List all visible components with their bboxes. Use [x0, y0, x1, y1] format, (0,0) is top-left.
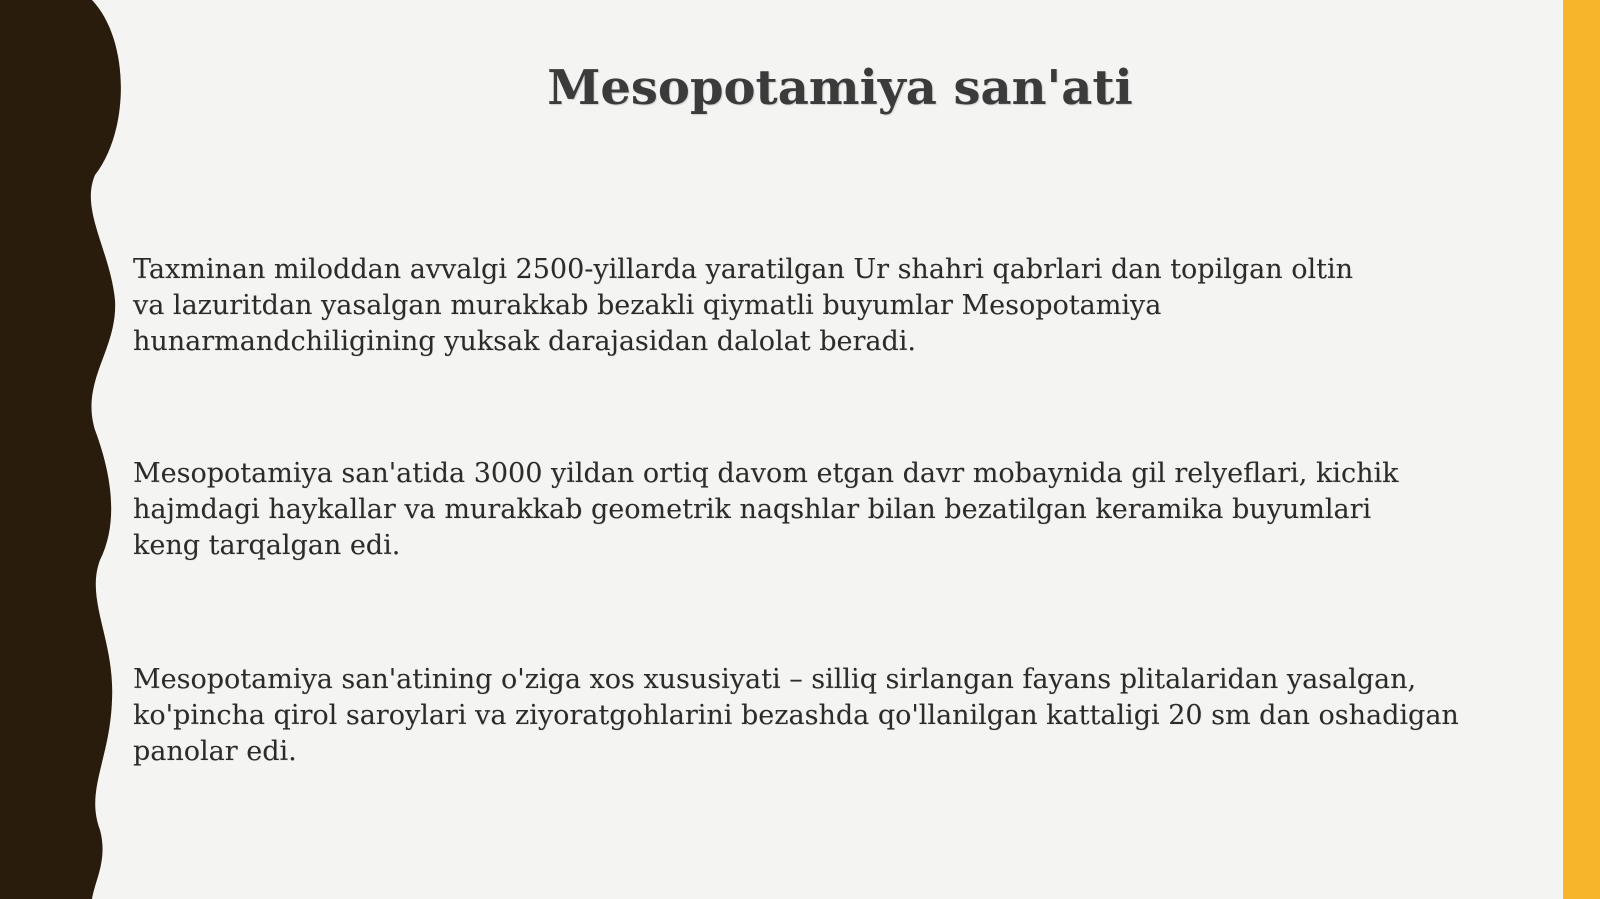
left-wave-border [0, 0, 130, 899]
paragraph-ur-tombs: Taxminan miloddan avvalgi 2500-yillarda yaratilgan Ur shahri qabrlari dan topilgan oltin va lazuritdan yasalgan murakkab bezakli qiymatli buyumlar Mesopotamiya hunarmandchiligining yuksak darajasidan dalolat beradi. [133, 254, 1353, 357]
paragraph-clay-reliefs: Mesopotamiya san'atida 3000 yildan ortiq davom etgan davr mobaynida gil relyeflari, kichik hajmdagi haykallar va murakkab geometrik naqshlar bilan bezatilgan keramika buyumlari keng tarqalgan edi. [133, 458, 1399, 561]
paragraph-faience-panels: Mesopotamiya san'atining o'ziga xos xususiyati – silliq sirlangan fayans plitalaridan yasalgan, ko'pincha qirol saroylari va ziyoratgohlarini bezashda qo'llanilgan kattaligi 20 sm dan oshadigan panolar edi. [133, 664, 1459, 767]
slide-title: Mesopotamiya san'ati [547, 60, 1133, 116]
right-accent-bar [1563, 0, 1600, 899]
